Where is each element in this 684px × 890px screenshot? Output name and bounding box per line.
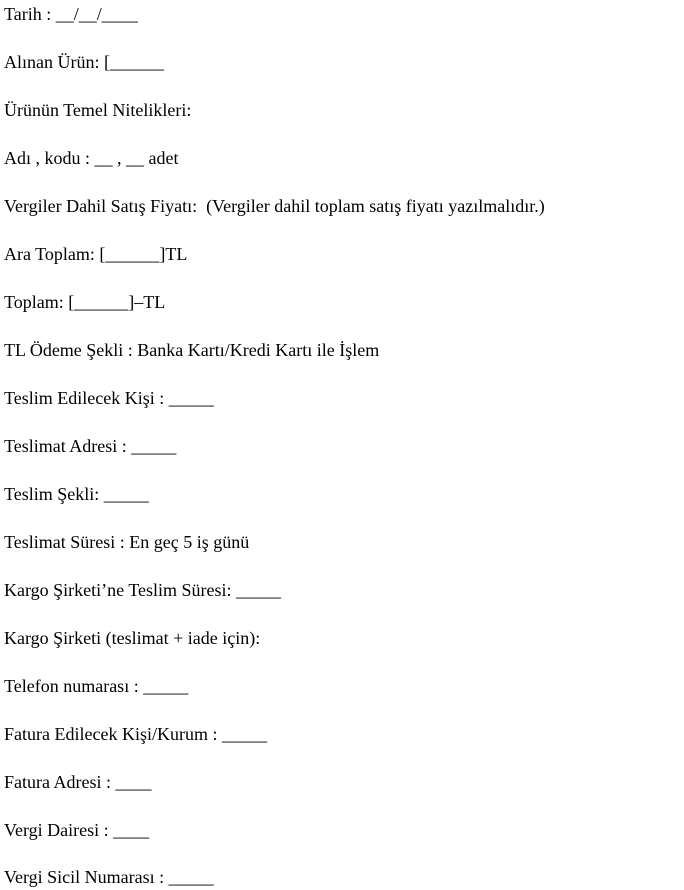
payment-method-line: TL Ödeme Şekli : Banka Kartı/Kredi Kartı ile İşlem <box>4 340 380 360</box>
date-line: Tarih : __/__/____ <box>4 4 138 24</box>
product-features-heading: Ürünün Temel Nitelikleri: <box>4 100 192 120</box>
subtotal-line: Ara Toplam: [______]TL <box>4 244 188 264</box>
purchased-product-line: Alınan Ürün: [______ <box>4 52 164 72</box>
tax-office-line: Vergi Dairesi : ____ <box>4 820 150 840</box>
delivery-method-line: Teslim Şekli: _____ <box>4 484 149 504</box>
tax-id-line: Vergi Sicil Numarası : _____ <box>4 867 214 887</box>
phone-number-line: Telefon numarası : _____ <box>4 676 189 696</box>
billing-entity-line: Fatura Edilecek Kişi/Kurum : _____ <box>4 724 267 744</box>
delivery-address-line: Teslimat Adresi : _____ <box>4 436 177 456</box>
total-line: Toplam: [______]–TL <box>4 292 166 312</box>
billing-address-line: Fatura Adresi : ____ <box>4 772 152 792</box>
name-code-line: Adı , kodu : __ , __ adet <box>4 148 179 168</box>
cargo-handover-time-line: Kargo Şirketi’ne Teslim Süresi: _____ <box>4 580 282 600</box>
delivery-time-line: Teslimat Süresi : En geç 5 iş günü <box>4 532 250 552</box>
cargo-company-line: Kargo Şirketi (teslimat + iade için): <box>4 628 261 648</box>
recipient-line: Teslim Edilecek Kişi : _____ <box>4 388 214 408</box>
sale-price-line: Vergiler Dahil Satış Fiyatı: (Vergiler dahil toplam satış fiyatı yazılmalıdır.) <box>4 196 545 216</box>
